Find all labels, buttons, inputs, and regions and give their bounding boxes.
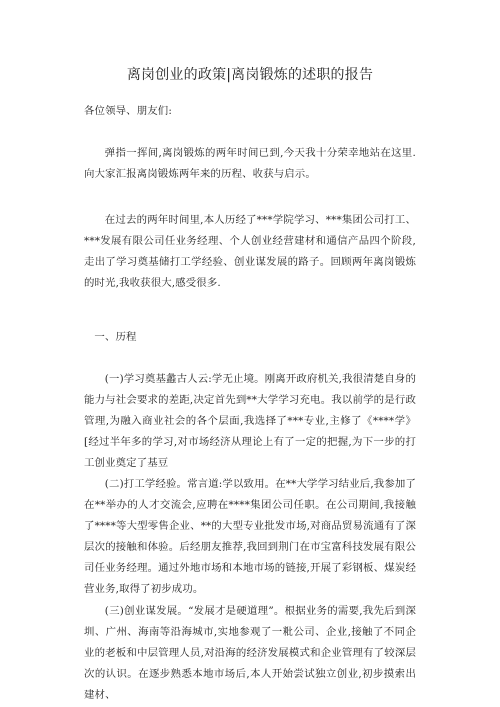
paragraph-startup: (三)创业谋发展。“发展才是硬道理”。根据业务的需要,我先后到深圳、广州、海南等沿海城市,实地参观了一粃公司、企业,接触了不同企业的老板和中层管理人员,对沿海的经济发展模式和企业管理有了较深层次的认识。在逐步熟悉本地市场后,本人开始尝试独立创业,初步摸索出建材、: [84, 605, 416, 701]
paragraph-study: (一)学习奠基蠡古人云:学无止境。刚离开政府机关,我很清楚自身的能力与社会要求的差距,决定首先到**大学学习充电。我以前学的是行政管理,为融入商业社会的各个层面,我选择了***专业,主修了《****学》[经过半年多的学习,对市场经济从理论上有了一定的把握,为下一步的打工创业奠定了基豆: [84, 373, 416, 469]
document-title: 离岗创业的政策|离岗锻炼的述职的报告: [126, 67, 374, 83]
paragraph-work: (二)打工学经验。常言道:学以致用。在**大学学习结业后,我参加了在**举办的人才交流会,应聘在****集团公司任职。在公司期间,我接触了****等大型零售企业、**的大型专业批发市场,对商品贸易流通有了深层次的接触和体验。后经朋友推荐,我回到荆门在市宝富科技发展有限公司任业务经理。通过外地市场和本地市场的链接,开展了彩钢板、煤炭经营业务,取得了初步成功。: [84, 478, 416, 595]
paragraph-overview: 在过去的两年时间里,本人历经了***学院学习、***集团公司打工、***发展有限公司任业务经理、个人创业经营建材和通信产品四个阶段,走出了学习奠基储打工学经验、创业谋发展的路子。回顾两年离岗锻炼的时光,我收获很大,感受很多.: [84, 214, 416, 289]
section-heading-history: 一、历程: [94, 331, 137, 343]
salutation: 各位领导、朋友们:: [84, 105, 172, 117]
paragraph-intro: 弹指一挥间,离岗锻炼的两年时间已到,今天我十分荣幸地站在这里.向大家汇报离岗锻炼两年来的历程、收获与启示。: [84, 147, 416, 180]
